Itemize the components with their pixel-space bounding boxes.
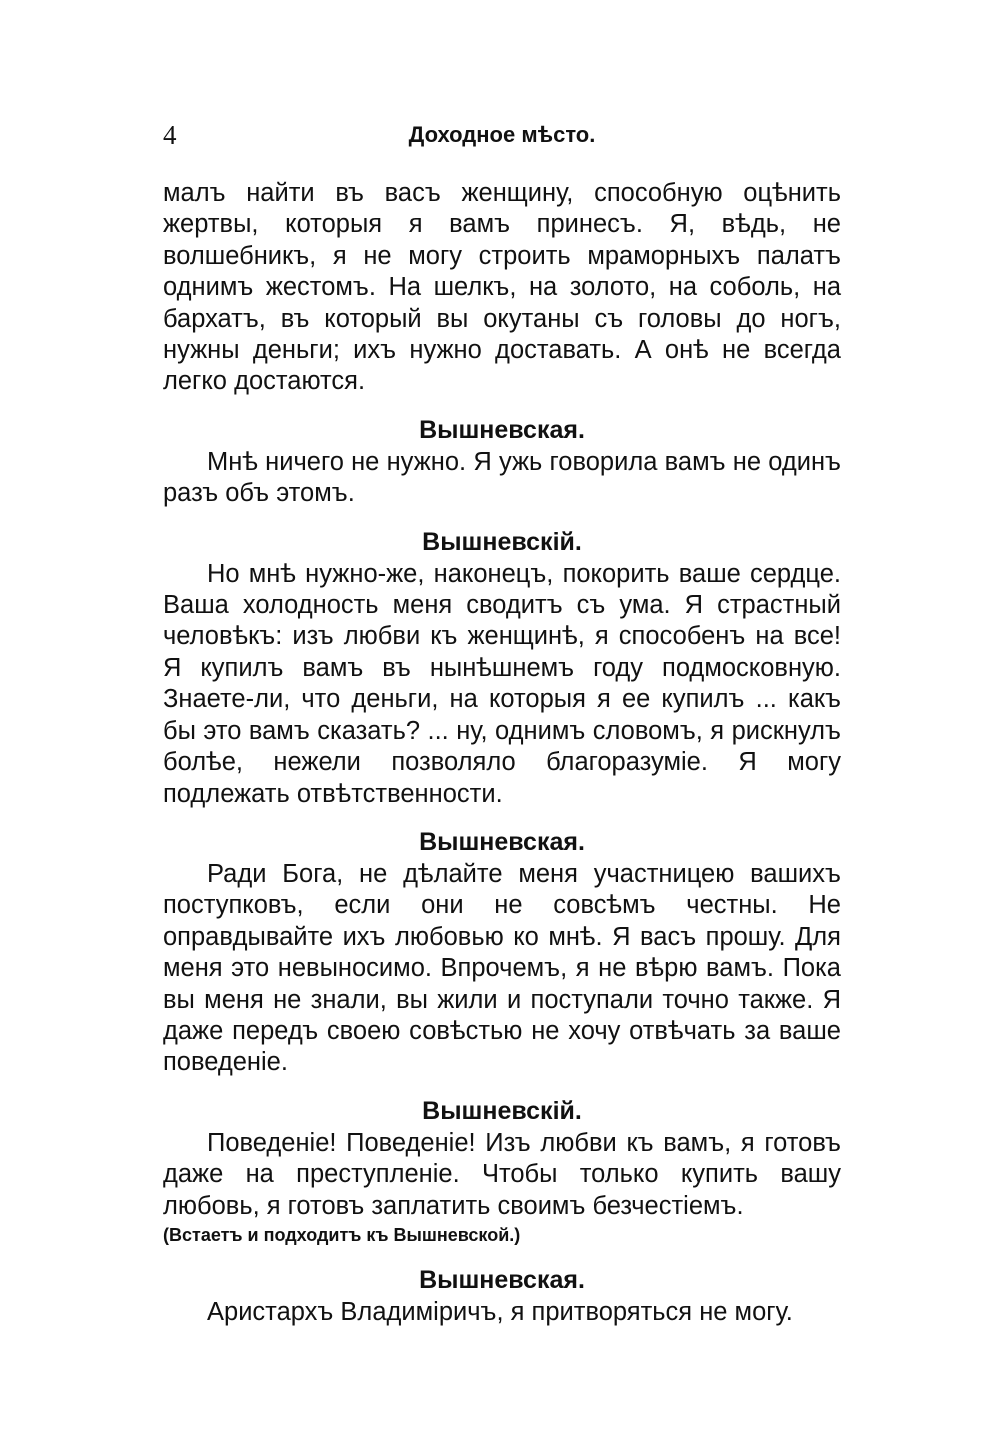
running-title: Доходное мѣсто. bbox=[408, 122, 596, 147]
page-number: 4 bbox=[163, 120, 177, 150]
page-body bbox=[163, 178, 841, 1328]
dialogue-paragraph: Аристархъ Владиміричъ, я притворяться не могу. bbox=[207, 1297, 793, 1326]
speaker-name: Вышневскій. bbox=[422, 1096, 582, 1125]
speaker-name: Вышневская. bbox=[419, 1265, 585, 1294]
dialogue-paragraph: малъ найти въ васъ женщину, способную оцѣнить жертвы, которыя я вамъ принесъ. Я, вѣдь, не волшебникъ, я не могу строить мраморныхъ палатъ однимъ жестомъ. На шелкъ, на золото, на соболь, на бархатъ, въ который вы окутаны съ головы до ногъ, нужны деньги; ихъ нужно доставать. А онѣ не всегда легко достаются. bbox=[163, 179, 841, 396]
dialogue-paragraph: Ради Бога, не дѣлайте меня участницею вашихъ поступковъ, если они не совсѣмъ честны. Не оправдывайте ихъ любовью ко мнѣ. Я васъ прошу. Для меня это невыносимо. Впрочемъ, я не вѣрю вамъ. Пока вы меня не знали, вы жили и поступали точно также. Я даже передъ своею совѣстью не хочу отвѣчать за ваше поведеніе. bbox=[163, 859, 841, 1077]
stage-direction: (Встаетъ и подходитъ къ Вышневской.) bbox=[163, 1224, 521, 1245]
page-header bbox=[163, 118, 841, 154]
speaker-name: Вышневская. bbox=[419, 415, 585, 444]
dialogue-paragraph: Поведеніе! Поведеніе! Изъ любви къ вамъ, я готовъ даже на преступленіе. Чтобы только купить вашу любовь, я готовъ заплатить своимъ безчестіемъ. bbox=[163, 1128, 841, 1220]
dialogue-paragraph: Но мнѣ нужно-же, наконецъ, покорить ваше сердце. Ваша холодность меня сводитъ съ ума. Я страстный человѣкъ: изъ любви къ женщинѣ, я способенъ на все! Я купилъ вамъ въ нынѣшнемъ году подмосковную. Знаете-ли, что деньги, на которыя я ее купилъ ... какъ бы это вамъ сказать? ... ну, однимъ словомъ, я рискнулъ болѣе, нежели позволяло благоразуміе. Я могу подлежать отвѣтственности. bbox=[163, 559, 841, 808]
dialogue-paragraph: Мнѣ ничего не нужно. Я ужь говорила вамъ не одинъ разъ объ этомъ. bbox=[163, 447, 841, 508]
book-page bbox=[163, 118, 841, 1328]
speaker-name: Вышневская. bbox=[419, 827, 585, 856]
speaker-name: Вышневскій. bbox=[422, 527, 582, 556]
